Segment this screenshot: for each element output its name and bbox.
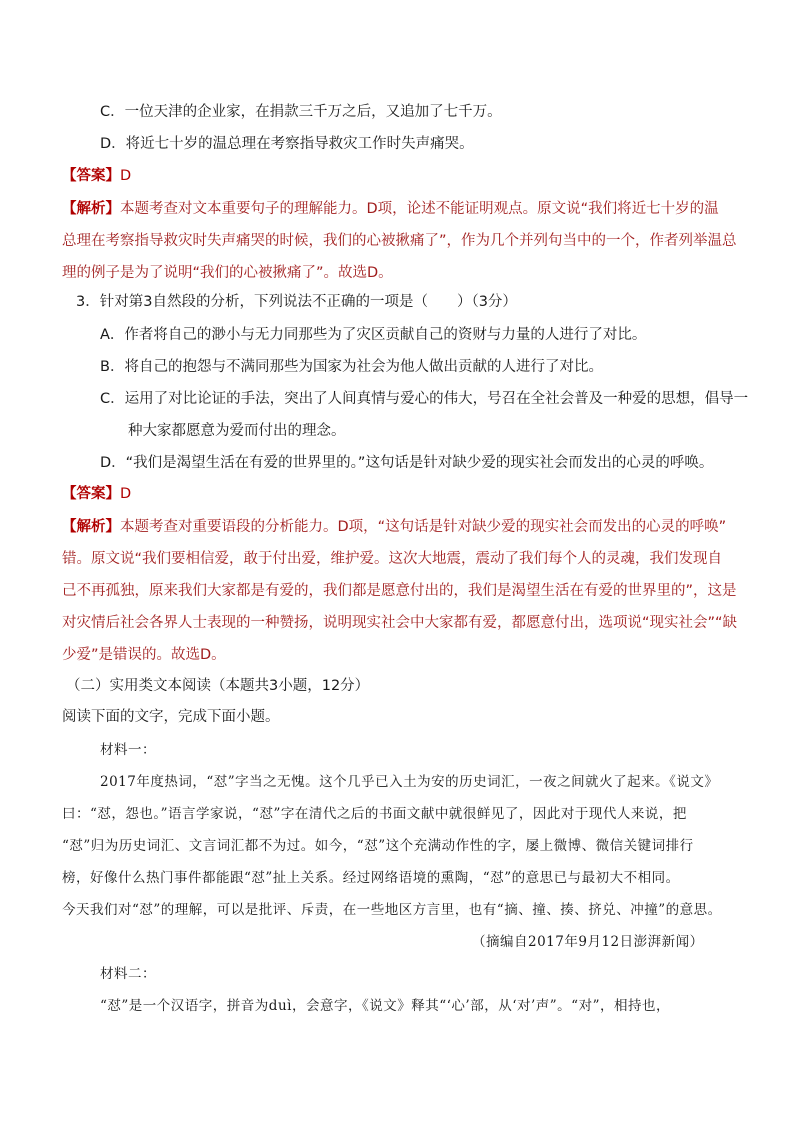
analysis-text: 本题考查对重要语段的分析能力。D项，“这句话是针对缺少爱的现实社会而发出的心灵的呼唤”	[120, 519, 727, 535]
analysis-tag: 【解析】	[62, 201, 120, 217]
material1-label: 材料一：	[100, 742, 156, 758]
material1-line: 今天我们对“怼”的理解，可以是批评、斥责，在一些地区方言里，也有“摘、撞、揍、挤兑、冲撞”的意思。	[62, 902, 722, 918]
q2-option-d: D．将近七十岁的温总理在考察指导救灾工作时失声痛哭。	[100, 136, 474, 152]
q3-analysis-line: 少爱”是错误的。故选D。	[62, 647, 226, 663]
section-heading: （二）实用类文本阅读（本题共3小题，12分）	[66, 678, 370, 694]
q3-analysis-line: 错。原文说“我们要相信爱，敢于付出爱，维护爱。这次大地震，震动了我们每个人的灵魂，我们发现自	[62, 551, 723, 567]
material2-line: “怼”是一个汉语字，拼音为duì，会意字，《说文》释其“‘心’部，从‘对’声”。“对”，相持也，	[100, 998, 670, 1014]
material1-source: （摘编自2017年9月12日澎湃新闻）	[472, 934, 704, 950]
material1-line: 榜，好像什么热门事件都能跟“怼”扯上关系。经过网络语境的熏陶，“怼”的意思已与最初大不相同。	[62, 870, 680, 886]
q3-option-d: D．“我们是渴望生活在有爱的世界里的。”这句话是针对缺少爱的现实社会而发出的心灵的呼唤。	[100, 455, 714, 471]
q3-analysis-line	[62, 517, 726, 537]
section-instruction: 阅读下面的文字，完成下面小题。	[62, 709, 280, 725]
analysis-tag: 【解析】	[62, 519, 120, 535]
answer-value: D	[120, 168, 132, 184]
analysis-text: 本题考查对文本重要句子的理解能力。D项，论述不能证明观点。原文说“我们将近七十岁的温	[120, 201, 719, 217]
q2-answer	[62, 166, 131, 186]
material1-line: “怼”归为历史词汇、文言词汇都不为过。如今，“怼”这个充满动作性的字，屡上微博、微信关键词排行	[62, 838, 694, 854]
q3-answer	[62, 484, 131, 504]
q3-option-c: C．运用了对比论证的手法，突出了人间真情与爱心的伟大，号召在全社会普及一种爱的思想，倡导一	[100, 391, 749, 407]
material2-label: 材料二：	[100, 966, 156, 982]
answer-tag: 【答案】	[62, 486, 120, 502]
q2-option-c: C．一位天津的企业家，在捐款三千万之后，又追加了七千万。	[100, 104, 502, 120]
answer-value: D	[120, 486, 132, 502]
q2-analysis-line	[62, 199, 719, 219]
q3-analysis-line: 对灾情后社会各界人士表现的一种赞扬，说明现实社会中大家都有爱，都愿意付出，选项说“现实社会”“缺	[62, 615, 738, 631]
q3-option-c-cont: 种大家都愿意为爱而付出的理念。	[128, 423, 346, 439]
answer-tag: 【答案】	[62, 168, 120, 184]
q2-analysis-line: 理的例子是为了说明“我们的心被揪痛了”。故选D。	[62, 265, 393, 281]
q2-analysis-line: 总理在考察指导救灾时失声痛哭的时候，我们的心被揪痛了”，作为几个并列句当中的一个，作者列举温总	[62, 233, 737, 249]
q3-stem: 3．针对第3自然段的分析，下列说法不正确的一项是（ ）（3分）	[76, 294, 517, 310]
q3-option-a: A．作者将自己的渺小与无力同那些为了灾区贡献自己的资财与力量的人进行了对比。	[100, 327, 647, 343]
q3-analysis-line: 己不再孤独，原来我们大家都是有爱的，我们都是愿意付出的，我们是渴望生活在有爱的世界里的”，这是	[62, 583, 737, 599]
material1-line: 曰：“怼，怨也。”语言学家说，“怼”字在清代之后的书面文献中就很鲜见了，因此对于现代人来说，把	[62, 806, 687, 822]
q3-option-b: B．将自己的抱怨与不满同那些为国家为社会为他人做出贡献的人进行了对比。	[100, 359, 603, 375]
material1-line: 2017年度热词，“怼”字当之无愧。这个几乎已入土为安的历史词汇，一夜之间就火了起来。《说文》	[100, 774, 719, 790]
